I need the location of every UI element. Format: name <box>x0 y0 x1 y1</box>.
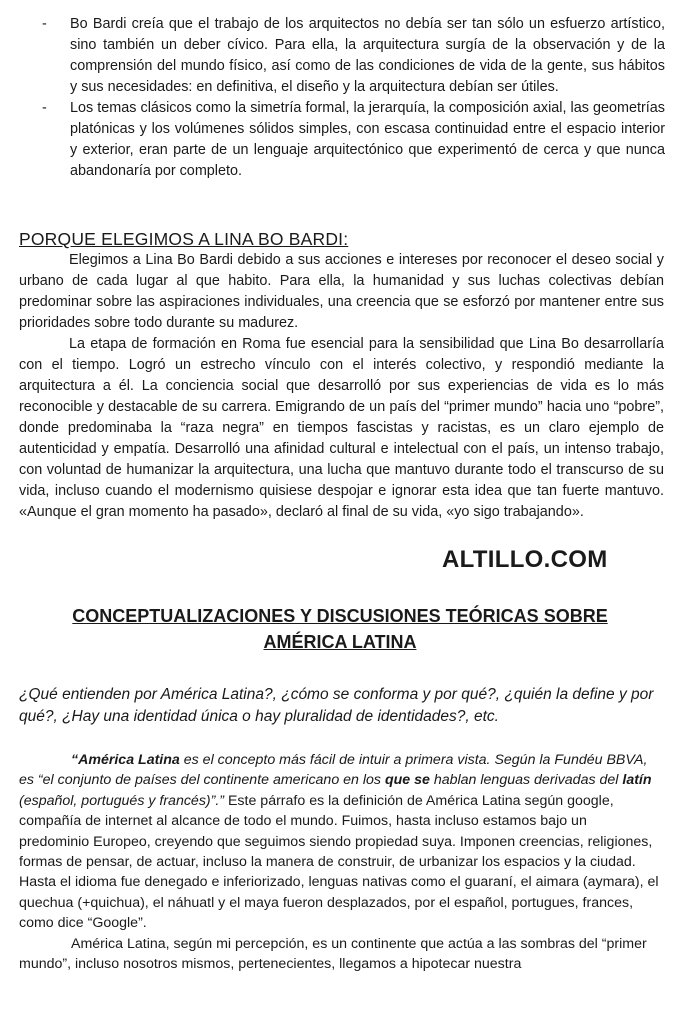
body-text: Este párrafo es la definición de América Latina según google, compañía de internet al alcance de todo el mundo. Fuimos, hasta incluso estamos bajo un predominio Europeo, creyendo que seguimos siendo propiedad suya. Imponen creencias, religiones, formas de pensar, de actuar, incluso la manera de construir, de urbanizar los espacios y la ciudad. Hasta el idioma fue denegado e inferiorizado, lenguas nativas como el guaraní, el aimara (aymara), el quechua (+quichua), el náhuatl y el maya fueron desplazados, por el español, portugues, frances, como dice “Google”. <box>19 792 659 932</box>
paragraph: La etapa de formación en Roma fue esencial para la sensibilidad que Lina Bo desarrollaría con el tiempo. Logró un estrecho vínculo con el interés colectivo, y respondió mediante la arquitectura a él. La conciencia social que desarrolló por sus experiencias de vida es lo más reconocible y destacable de su carrera. Emigrando de un país del “primer mundo” hacia uno “pobre”, donde predominaba la “raza negra” en tiempos fascistas y racistas, es un claro ejemplo de autenticidad y empatía. Desarrolló una afinidad cultural e intelectual con el país, un intenso trabajo, con voluntad de humanizar la arquitectura, una lucha que mantuvo durante todo el transcurso de su vida, incluso cuando el modernismo quisiese despojar e ignorar esta idea que tan fuerte mantuvo. «Aunque el gran momento ha pasado», declaró al final de su vida, «yo sigo trabajando». <box>19 336 664 520</box>
guiding-questions: ¿Qué entienden por América Latina?, ¿cómo se conforma y por qué?, ¿quién la define y por qué?, ¿Hay una identidad única o hay pluralidad de identidades?, etc. <box>19 686 654 725</box>
term-bold: “América Latina <box>71 752 180 768</box>
section-body-america <box>19 750 659 974</box>
emphasis-bold: latín <box>622 772 652 789</box>
heading-line: AMÉRICA LATINA <box>263 632 417 652</box>
section-heading-america <box>20 603 660 655</box>
section-heading-lina: PORQUE ELEGIMOS A LINA BO BARDI: <box>19 229 349 249</box>
list-item <box>20 14 665 98</box>
emphasis-bold: que se <box>384 772 430 789</box>
bullet-dash: - <box>42 100 47 116</box>
watermark-text: ALTILLO.COM <box>442 546 608 573</box>
bullet-text: Los temas clásicos como la simetría formal, la jerarquía, la composición axial, las geometrías platónicas y los volúmenes sólidos simples, con escasa continuidad entre el espacio interior y exterior, eran parte de un lenguaje arquitectónico que experimentó de cerca y que nunca abandonaría por completo. <box>70 100 665 179</box>
bullet-list <box>20 14 665 182</box>
list-item <box>20 98 665 182</box>
section-body-lina <box>19 250 664 523</box>
paragraph: América Latina, según mi percepción, es un continente que actúa a las sombras del “primer mundo”, incluso nosotros mismos, pertenecientes, llegamos a hipotecar nuestra <box>19 935 647 973</box>
paragraph: Elegimos a Lina Bo Bardi debido a sus acciones e intereses por reconocer el deseo social y urbano de cada lugar al que habito. Para ella, la humanidad y sus luchas colectivas debían predominar sobre las aspiraciones individuales, una creencia que se esforzó por mantener entre sus prioridades sobre todo durante su madurez. <box>19 252 664 331</box>
heading-line: CONCEPTUALIZACIONES Y DISCUSIONES TEÓRICAS SOBRE <box>72 606 608 626</box>
quote-text: es el concepto más fácil de intuir a primera vista. Según la Fundéu BBVA, es “el conjunto de países del continente americano en los <box>19 752 648 789</box>
bullet-text: Bo Bardi creía que el trabajo de los arquitectos no debía ser tan sólo un esfuerzo artístico, sino también un deber cívico. Para ella, la arquitectura surgía de la observación y de la comprensión del mundo físico, así como de las condiciones de vida de la gente, sus hábitos y sus necesidades: en definitiva, el diseño y la arquitectura debían ser útiles. <box>70 16 665 95</box>
paragraph <box>19 750 659 934</box>
bullet-dash: - <box>42 16 47 32</box>
quote-text: hablan lenguas derivadas del <box>429 772 623 789</box>
quote-text: (español, portugués y francés)”.” <box>19 792 225 809</box>
